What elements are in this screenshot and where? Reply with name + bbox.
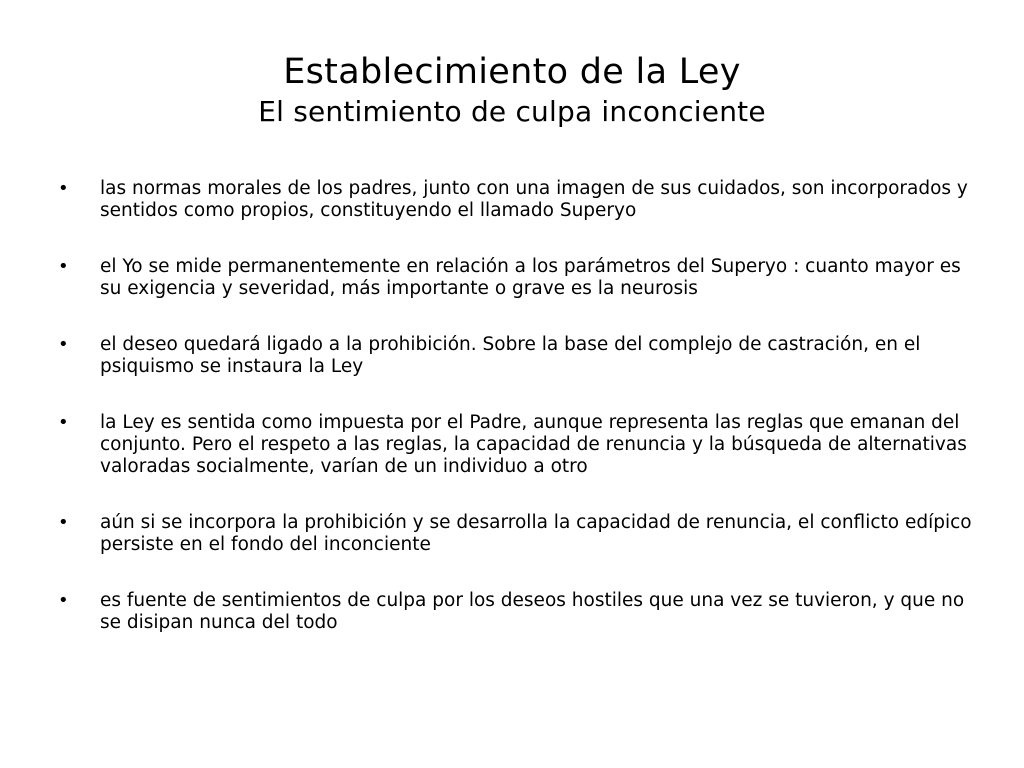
bullet-item	[58, 412, 978, 478]
bullet-icon: •	[58, 334, 69, 355]
bullet-icon: •	[58, 412, 69, 433]
bullet-item	[58, 590, 978, 634]
bullet-item	[58, 334, 978, 378]
bullet-text: la Ley es sentida como impuesta por el Padre, aunque representa las reglas que emanan del conjunto. Pero el respeto a las reglas, la capacidad de renuncia y la búsqueda de alternativas valoradas socialmente, varían de un individuo a otro	[100, 412, 967, 477]
bullet-icon: •	[58, 256, 69, 277]
bullet-item	[58, 256, 978, 300]
bullet-item	[58, 178, 978, 222]
bullet-list	[58, 178, 978, 668]
bullet-text: el Yo se mide permanentemente en relación a los parámetros del Superyo : cuanto mayor es su exigencia y severidad, más importante o grave es la neurosis	[100, 256, 961, 299]
bullet-icon: •	[58, 512, 69, 533]
title-block	[0, 50, 1024, 130]
slide-title: Establecimiento de la Ley	[283, 52, 741, 92]
bullet-text: es fuente de sentimientos de culpa por los deseos hostiles que una vez se tuvieron, y que no se disipan nunca del todo	[100, 590, 965, 633]
bullet-text: las normas morales de los padres, junto con una imagen de sus cuidados, son incorporados y sentidos como propios, constituyendo el llamado Superyo	[100, 178, 968, 221]
bullet-icon: •	[58, 590, 69, 611]
bullet-icon: •	[58, 178, 69, 199]
bullet-text: aún si se incorpora la prohibición y se desarrolla la capacidad de renuncia, el conflicto edípico persiste en el fondo del inconciente	[100, 512, 972, 555]
bullet-text: el deseo quedará ligado a la prohibición. Sobre la base del complejo de castración, en el psiquismo se instaura la Ley	[100, 334, 921, 377]
bullet-item	[58, 512, 978, 556]
slide-subtitle: El sentimiento de culpa inconciente	[258, 95, 766, 128]
